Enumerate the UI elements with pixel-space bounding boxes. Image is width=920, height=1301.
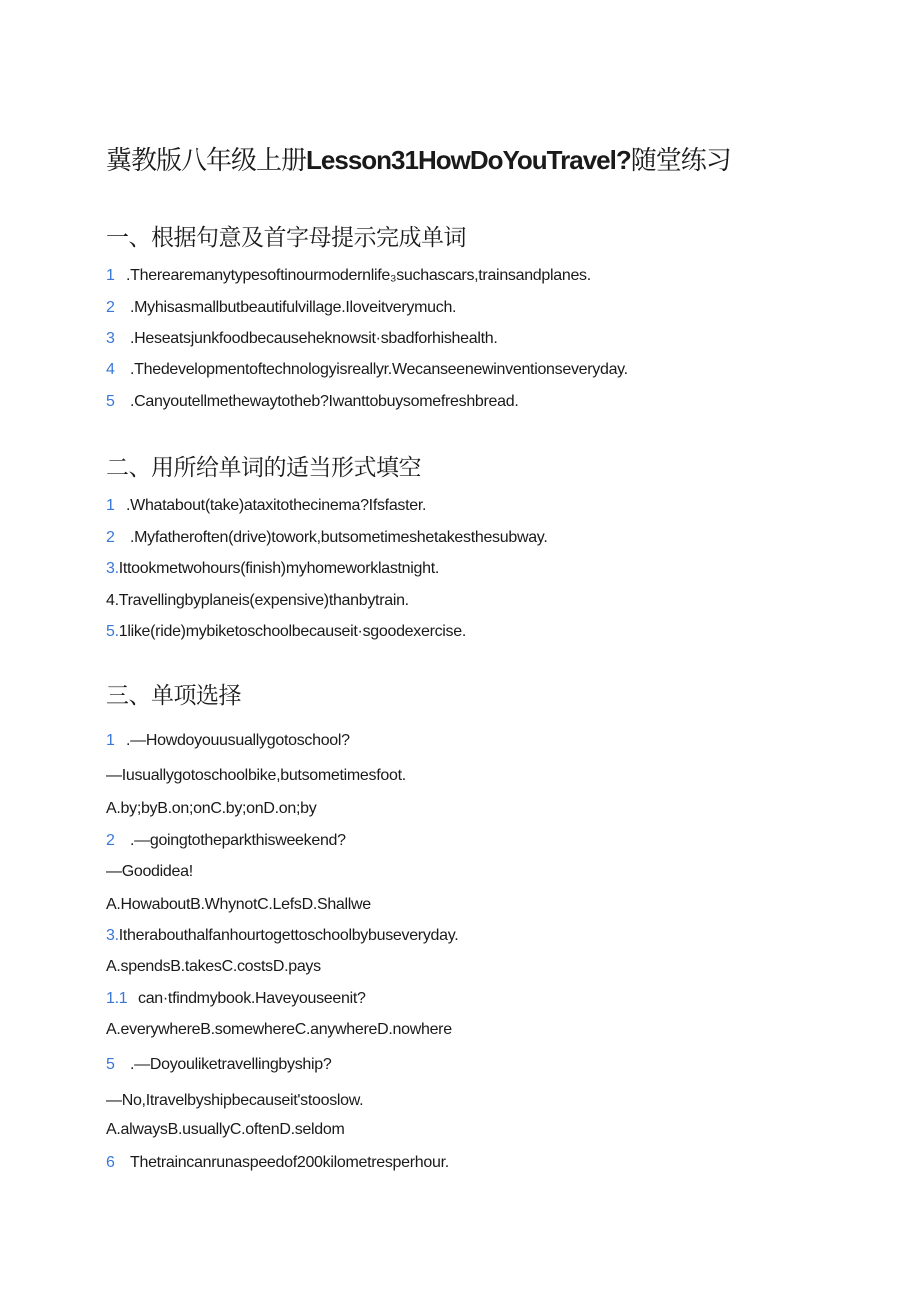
item-number: 3 (106, 330, 115, 347)
section-3-heading: 三、单项选择 (106, 682, 241, 708)
item-text: A.by;byB.on;onC.by;onD.on;by (106, 800, 317, 817)
item-number: 3. (106, 560, 119, 577)
item-text: Itherabouthalfanhourtogettoschoolbybuseveryday. (118, 927, 459, 944)
exercise-line (106, 361, 886, 379)
item-text: can·tfindmybook.Haveyouseenit? (138, 990, 366, 1007)
item-text: .Myfatheroften(drive)towork,butsometimeshetakesthesubway. (130, 529, 548, 546)
exercise-line (106, 927, 886, 945)
exercise-line (106, 990, 886, 1008)
exercise-line (106, 592, 886, 610)
item-number: 1 (106, 497, 115, 514)
exercise-line (106, 958, 886, 976)
item-number: 5 (106, 1056, 115, 1073)
exercise-line (106, 529, 886, 547)
item-text: —Iusuallygotoschoolbike,butsometimesfoot. (106, 767, 406, 784)
item-number: 1 (106, 267, 115, 284)
item-text: 1like(ride)mybiketoschoolbecauseit·sgoodexercise. (118, 623, 467, 640)
title-lesson: Lesson31HowDoYouTravel? (306, 145, 631, 175)
item-text: A.alwaysB.usuallyC.oftenD.seldom (106, 1121, 345, 1138)
exercise-line (106, 267, 886, 285)
item-text: .—Howdoyouusuallygotoschool? (126, 732, 350, 749)
exercise-line (106, 832, 886, 850)
section-1-heading: 一、根据句意及首字母提示完成单词 (106, 224, 466, 250)
item-number: 2 (106, 529, 115, 546)
exercise-line (106, 1056, 886, 1074)
item-number: 2 (106, 299, 115, 316)
item-text: .Canyoutellmethewaytotheb?Iwanttobuysomefreshbread. (130, 393, 519, 410)
exercise-line (106, 1154, 886, 1172)
item-text: —No,Itravelbyshipbecauseit'stooslow. (106, 1092, 364, 1109)
item-number: 5. (106, 623, 119, 640)
item-number: 2 (106, 832, 115, 849)
item-text: .Whatabout(take)ataxitothecinema?Ifsfaster. (126, 497, 427, 514)
item-text: Ittookmetwohours(finish)myhomeworklastnight. (118, 560, 440, 577)
item-text: A.everywhereB.somewhereC.anywhereD.nowhere (106, 1021, 452, 1038)
exercise-line (106, 623, 886, 641)
exercise-line (106, 393, 886, 411)
exercise-line (106, 732, 886, 750)
item-text: A.HowaboutB.WhynotC.LefsD.Shallwe (106, 896, 371, 913)
item-text: .—Doyouliketravellingbyship? (130, 1056, 332, 1073)
exercise-line (106, 330, 886, 348)
item-text: .Therearemanytypesoftinourmodernlife₃suchascars,trainsandplanes. (126, 267, 591, 284)
exercise-line (106, 1121, 886, 1139)
item-text: Thetraincanrunaspeedof200kilometresperhour. (130, 1154, 449, 1171)
exercise-line (106, 800, 886, 818)
item-number: 3. (106, 927, 119, 944)
title-cn-prefix: 冀教版八年级上册 (106, 145, 307, 175)
exercise-line (106, 767, 886, 785)
item-text: A.spendsB.takesC.costsD.pays (106, 958, 321, 975)
title-cn-suffix: 随堂练习 (630, 145, 731, 175)
item-number: 1 (106, 732, 115, 749)
exercise-line (106, 896, 886, 914)
exercise-line (106, 1021, 886, 1039)
item-number: 6 (106, 1154, 115, 1171)
item-text: .Thedevelopmentoftechnologyisreallyr.Wecanseenewinventionseveryday. (130, 361, 628, 378)
item-text: 4.Travellingbyplaneis(expensive)thanbytrain. (106, 592, 409, 609)
item-number: 1.1 (106, 990, 128, 1007)
item-text: .—goingtotheparkthisweekend? (130, 832, 346, 849)
item-text: —Goodidea! (106, 863, 193, 880)
page-title (106, 140, 886, 177)
item-number: 4 (106, 361, 115, 378)
section-2-heading: 二、用所给单词的适当形式填空 (106, 454, 421, 480)
exercise-line (106, 299, 886, 317)
item-text: .Myhisasmallbutbeautifulvillage.Iloveitverymuch. (130, 299, 457, 316)
item-text: .Heseatsjunkfoodbecauseheknowsit·sbadforhishealth. (130, 330, 498, 347)
exercise-line (106, 1092, 886, 1110)
exercise-line (106, 497, 886, 515)
exercise-line (106, 560, 886, 578)
item-number: 5 (106, 393, 115, 410)
exercise-line (106, 863, 886, 881)
